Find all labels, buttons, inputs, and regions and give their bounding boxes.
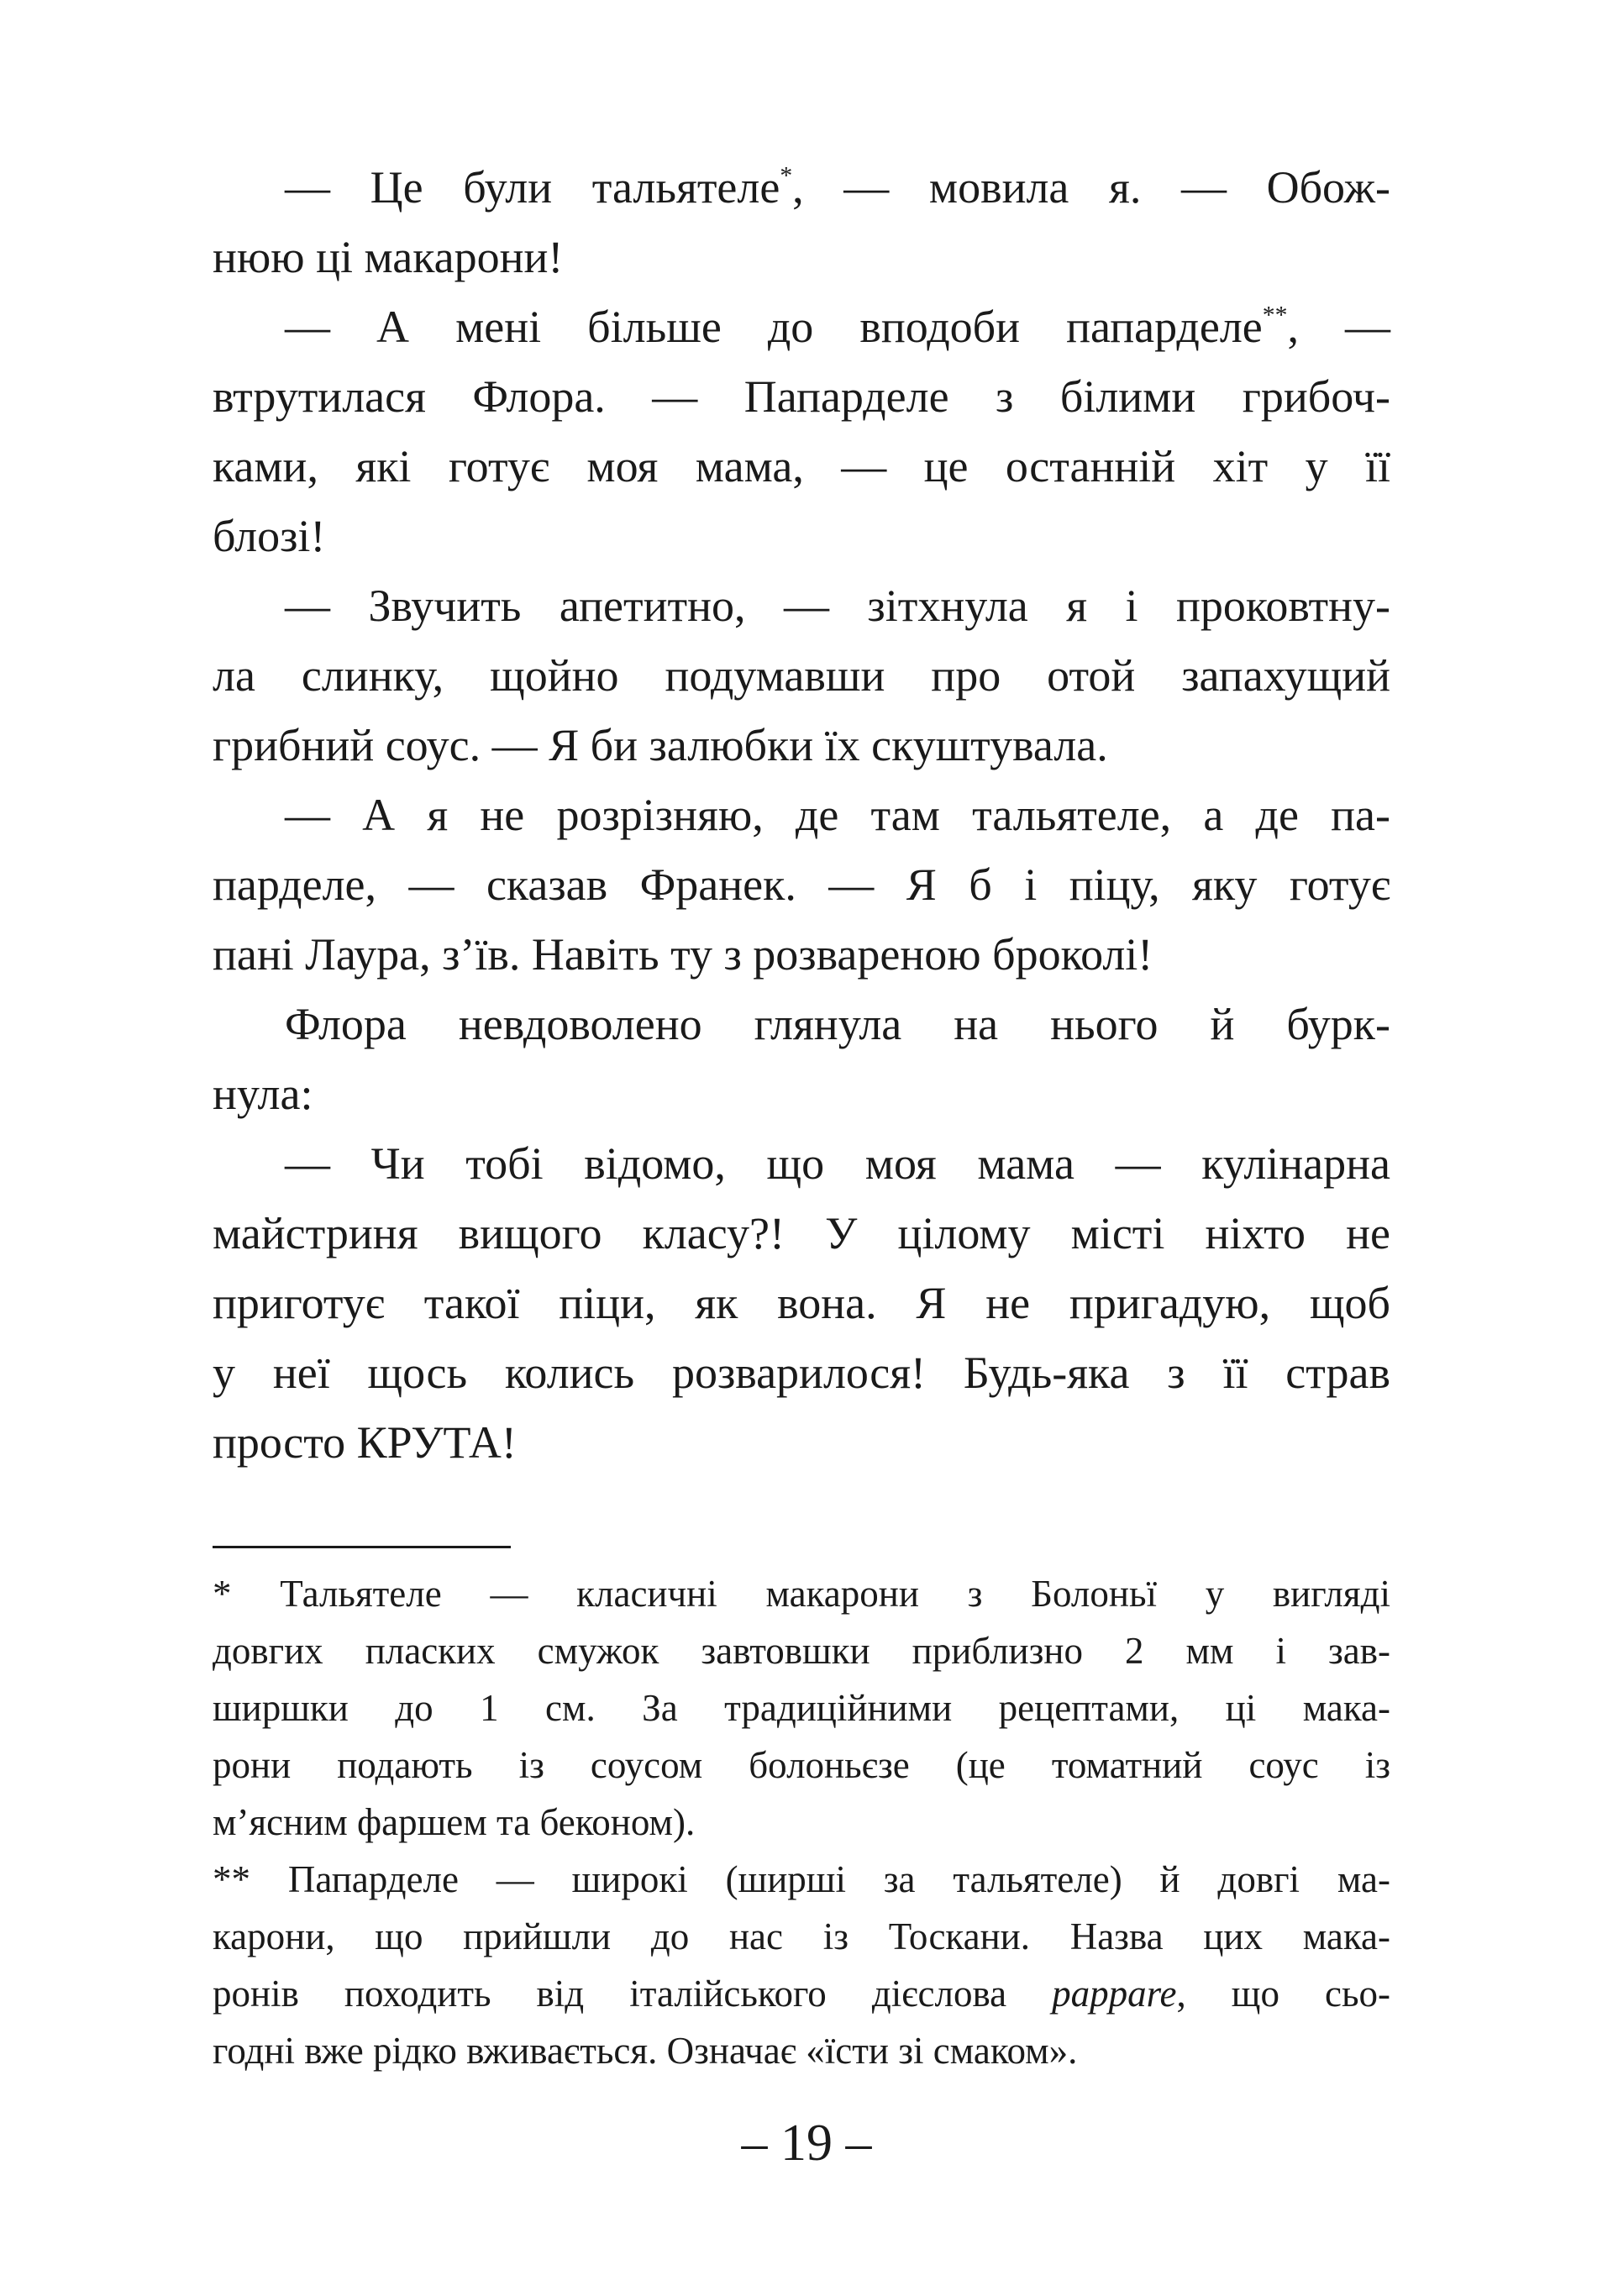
text-line: просто КРУТА! bbox=[213, 1417, 517, 1468]
main-text bbox=[213, 153, 1390, 1478]
text-line: ла слинку, щойно подумавши про отой запахущий bbox=[213, 650, 1390, 701]
italic-term: pappare bbox=[1052, 1973, 1177, 2015]
text-line: парделе, — сказав Франек. — Я б і піцу, яку готує bbox=[213, 859, 1390, 910]
text-line: у неї щось колись розварилося! Будь-яка з її страв bbox=[213, 1348, 1390, 1398]
footnote-line: рони подають із соусом болоньєзе (це томатний соус із bbox=[213, 1744, 1390, 1786]
footnote-line: ширшки до 1 см. За традиційними рецептами, ці мака- bbox=[213, 1687, 1390, 1729]
text-line: — А я не розрізняю, де там тальятеле, а де па- bbox=[285, 790, 1390, 840]
footnote-marker: * bbox=[780, 162, 793, 190]
footnote-marker: ** bbox=[1262, 302, 1288, 329]
text-span: — А мені більше до вподоби папарделе bbox=[285, 302, 1263, 352]
text-line: блозі! bbox=[213, 511, 326, 561]
text-line: — Чи тобі відомо, що моя мама — кулінарна bbox=[285, 1138, 1390, 1189]
page-number: – 19 – bbox=[741, 2115, 872, 2172]
footnote-line: * Тальятеле — класичні макарони з Болоньї у вигляді bbox=[213, 1573, 1390, 1615]
text-line bbox=[213, 153, 1390, 223]
text-line: — Звучить апетитно, — зітхнула я і проковтну- bbox=[285, 581, 1390, 631]
text-line: втрутилася Флора. — Папарделе з білими грибоч- bbox=[213, 371, 1390, 422]
text-line: майстриня вищого класу?! У цілому місті ніхто не bbox=[213, 1208, 1390, 1258]
text-line: ками, які готує моя мама, — це останній хіт у її bbox=[213, 441, 1390, 491]
footnote-line bbox=[213, 1965, 1390, 2022]
text-line: Флора невдоволено глянула на нього й бурк- bbox=[285, 999, 1390, 1049]
footnote-line: довгих пласких смужок завтовшки приблизно 2 мм і зав- bbox=[213, 1630, 1390, 1672]
text-line: нула: bbox=[213, 1069, 313, 1119]
footnotes bbox=[213, 1565, 1390, 2079]
text-line: приготує такої піци, як вона. Я не пригадую, щоб bbox=[213, 1278, 1390, 1328]
footnote-line: ** Папарделе — широкі (ширші за тальятеле) й довгі ма- bbox=[213, 1858, 1390, 1900]
text-line: нюю ці макарони! bbox=[213, 232, 564, 282]
text-span: — Це були тальятеле bbox=[285, 162, 780, 213]
footnote-line: м’ясним фаршем та беконом). bbox=[213, 1801, 696, 1843]
text-span: , — мовила я. — Обож- bbox=[792, 162, 1390, 213]
text-line: пані Лаура, з’їв. Навіть ту з розвареною броколі! bbox=[213, 929, 1153, 980]
footnote-divider bbox=[213, 1546, 511, 1548]
text-line: грибний соус. — Я би залюбки їх скуштувала. bbox=[213, 720, 1108, 770]
footnote-line: карони, що прийшли до нас із Тоскани. Назва цих мака- bbox=[213, 1915, 1390, 1957]
text-span: , — bbox=[1287, 302, 1391, 352]
text-span: ронів походить від італійського дієслова bbox=[213, 1973, 1053, 2015]
text-span: , що сьо- bbox=[1176, 1973, 1390, 2015]
text-line bbox=[213, 292, 1390, 362]
footnote-line: годні вже рідко вживається. Означає «їсти зі смаком». bbox=[213, 2030, 1078, 2072]
